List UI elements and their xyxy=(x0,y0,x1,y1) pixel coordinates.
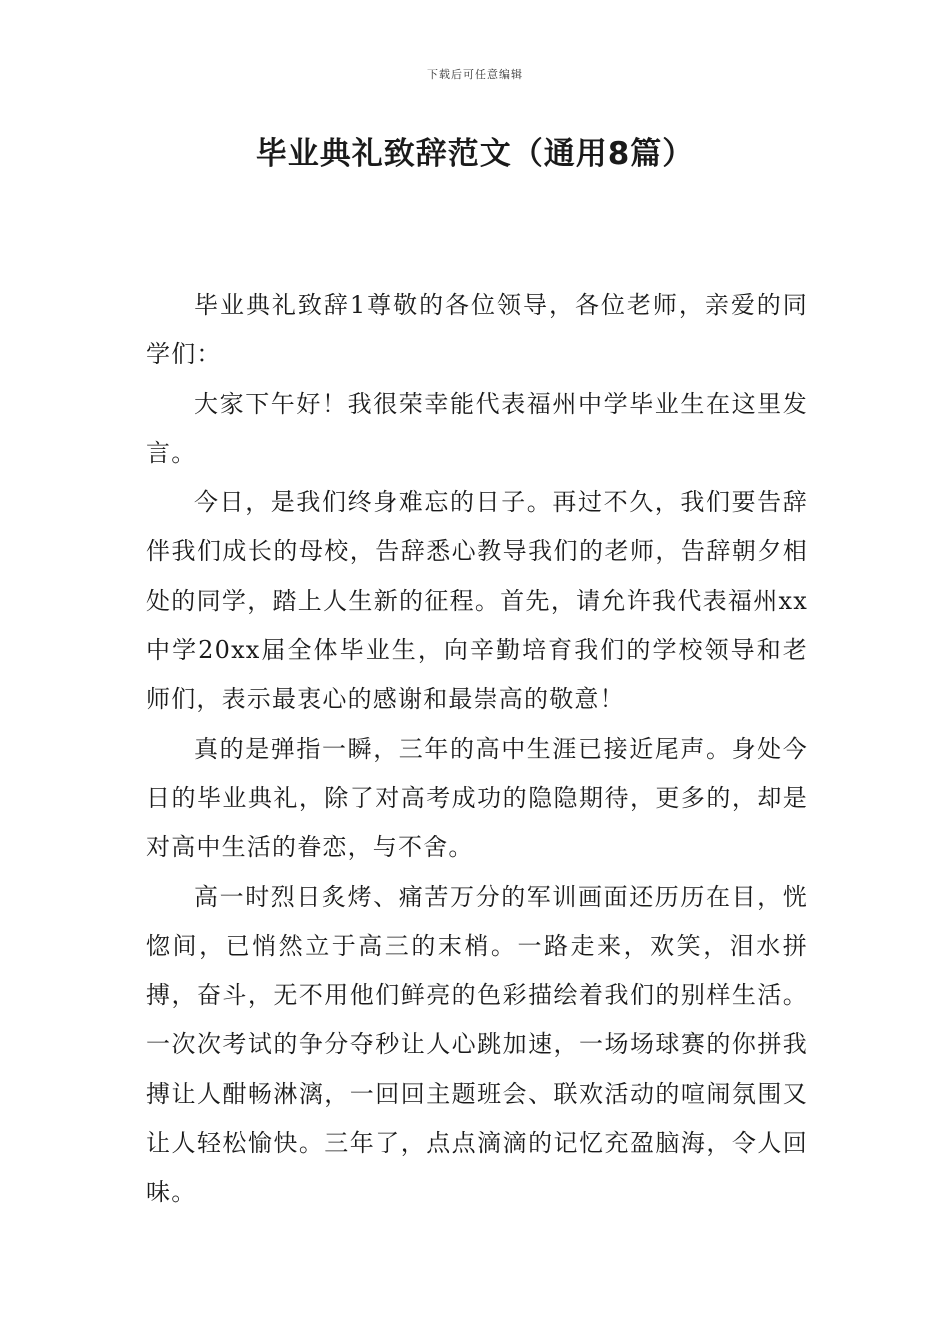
paragraph-4: 真的是弹指一瞬，三年的高中生涯已接近尾声。身处今日的毕业典礼，除了对高考成功的隐隐期待，更多的，却是对高中生活的眷恋，与不舍。 xyxy=(146,734,808,862)
document-body xyxy=(146,281,808,1218)
paragraph-3: 今日，是我们终身难忘的日子。再过不久，我们要告辞伴我们成长的母校，告辞悉心教导我们的老师，告辞朝夕相处的同学，踏上人生新的征程。首先，请允许我代表福州xx中学20xx届全体毕业生，向辛勤培育我们的学校领导和老师们，表示最衷心的感谢和最崇高的敬意！ xyxy=(146,488,808,714)
paragraph-5: 高一时烈日炙烤、痛苦万分的军训画面还历历在目，恍惚间，已悄然立于高三的末梢。一路走来，欢笑，泪水拼搏，奋斗，无不用他们鲜亮的色彩描绘着我们的别样生活。一次次考试的争分夺秒让人心跳加速，一场场球赛的你拼我搏让人酣畅淋漓，一回回主题班会、联欢活动的喧闹氛围又让人轻松愉快。三年了，点点滴滴的记忆充盈脑海，令人回味。 xyxy=(146,882,808,1207)
document-title: 毕业典礼致辞范文（通用8篇） xyxy=(255,136,695,172)
header-note: 下载后可任意编辑 xyxy=(427,68,523,81)
paragraph-2: 大家下午好！我很荣幸能代表福州中学毕业生在这里发言。 xyxy=(146,389,808,467)
paragraph-1: 毕业典礼致辞1尊敬的各位领导，各位老师，亲爱的同学们： xyxy=(146,291,808,369)
